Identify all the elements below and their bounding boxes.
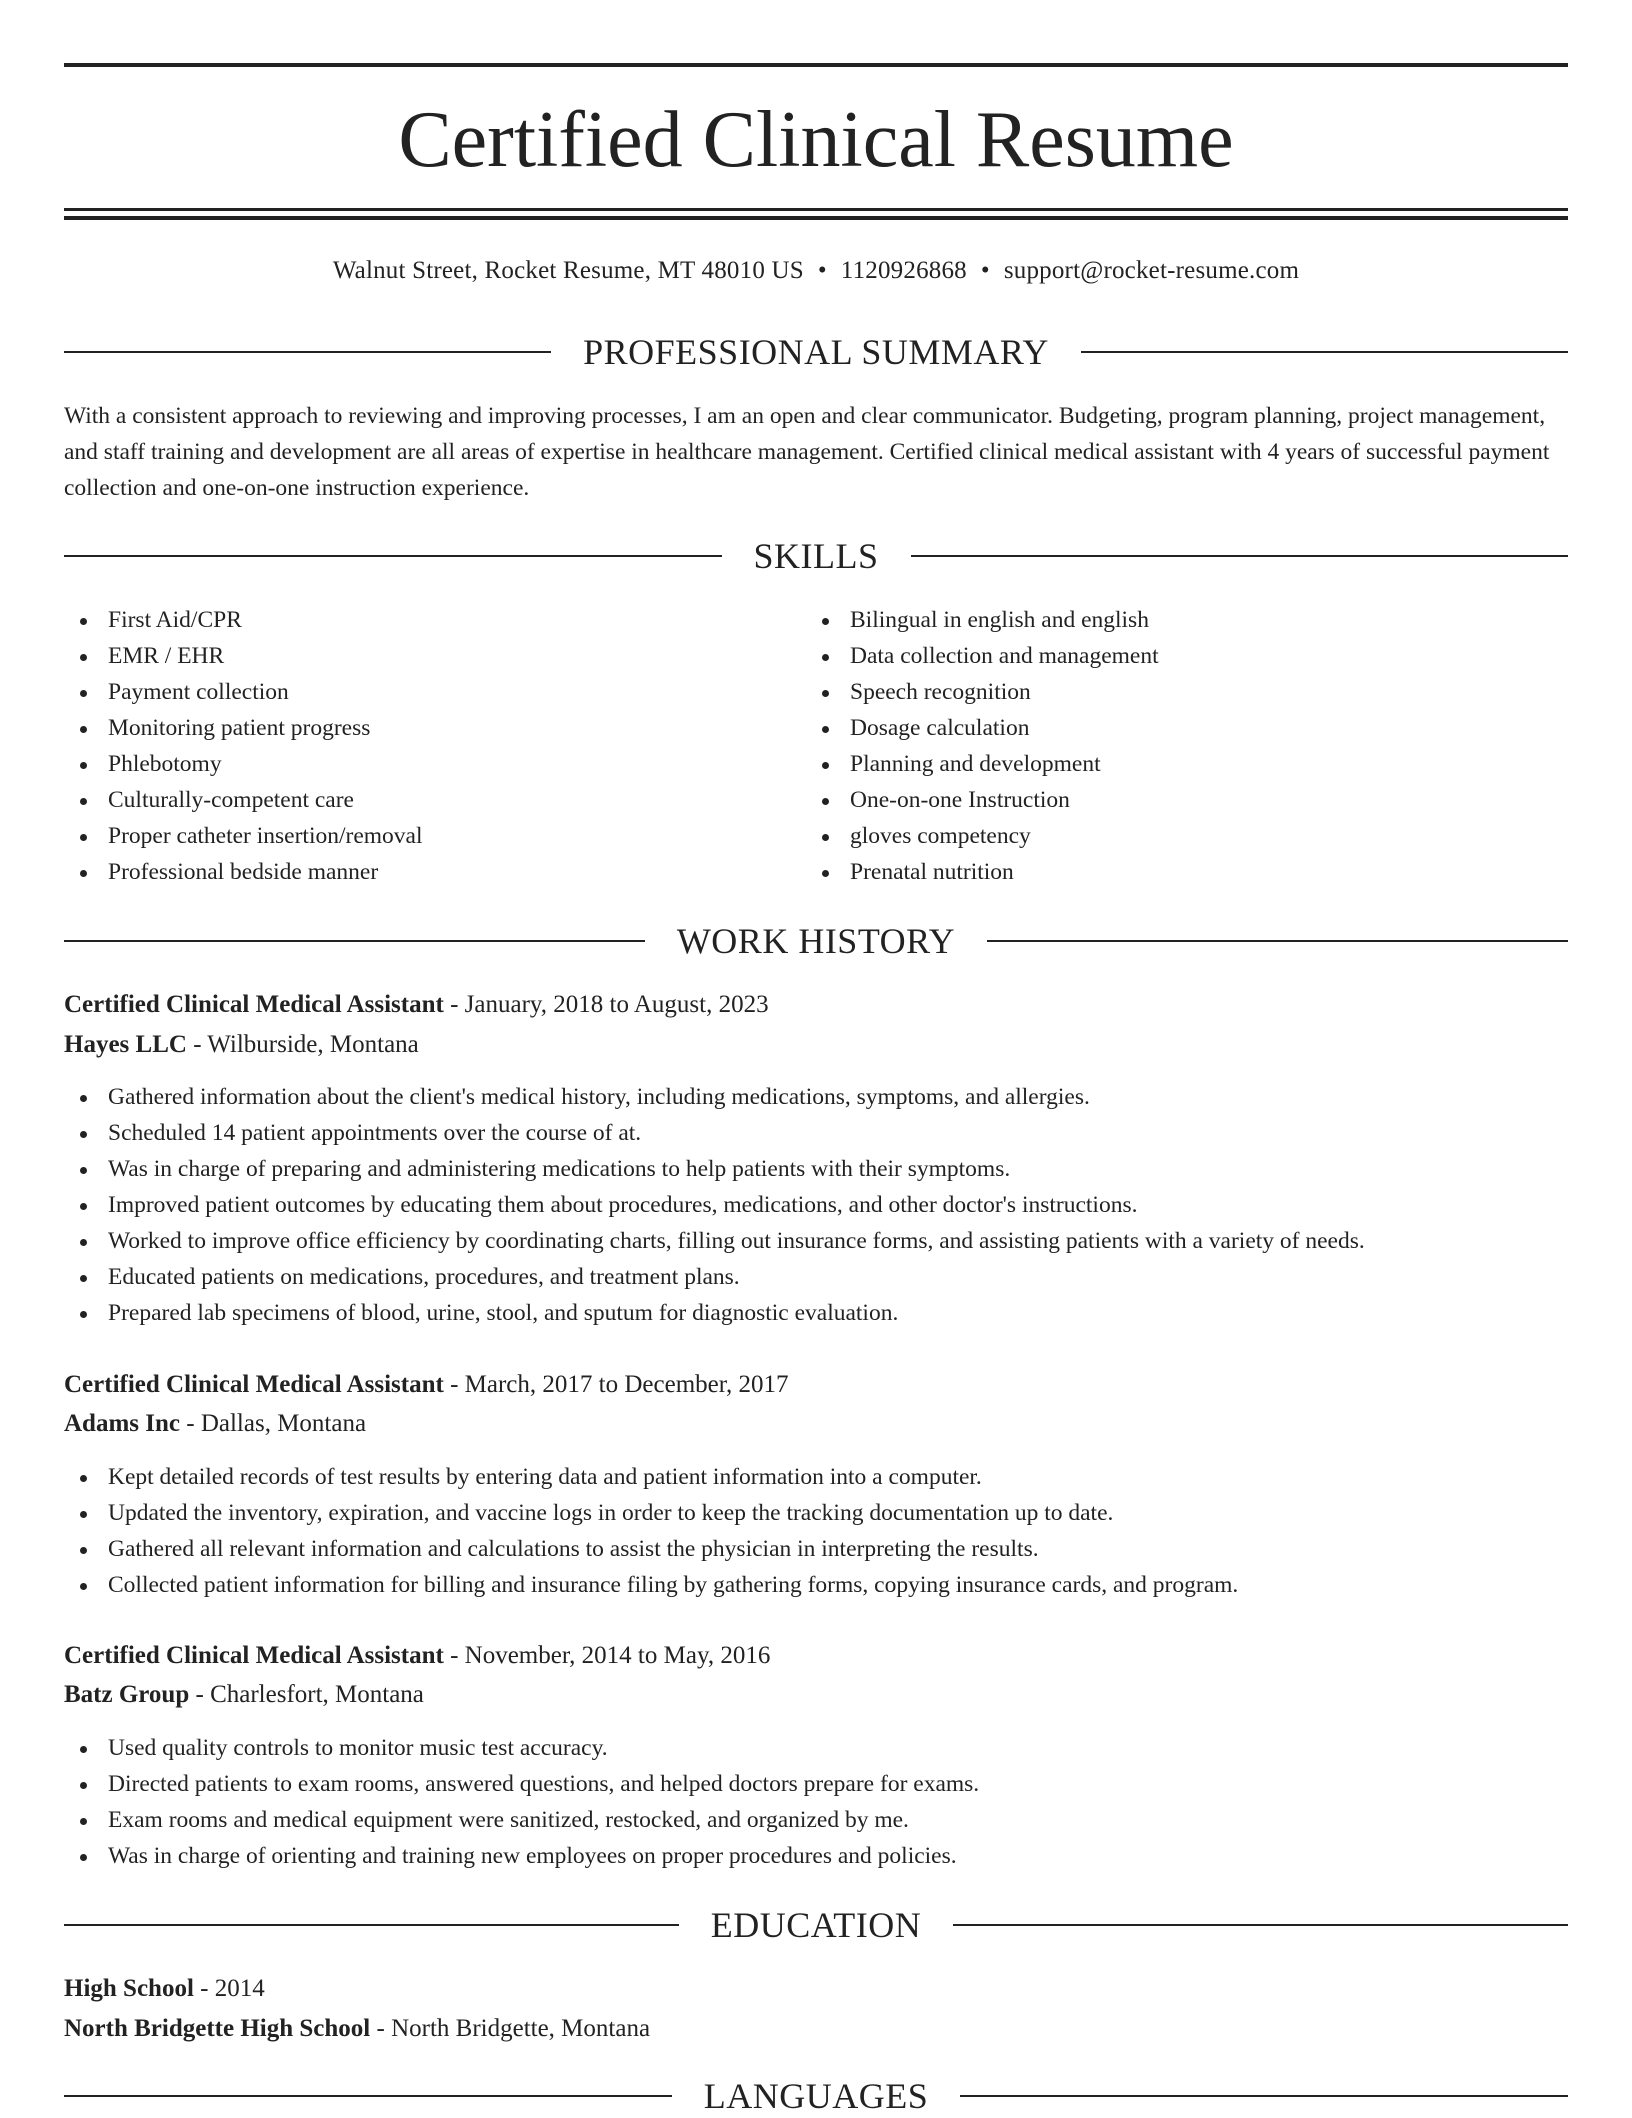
title-rule-upper bbox=[64, 208, 1568, 211]
job-location: - Dallas, Montana bbox=[180, 1410, 367, 1437]
job-company: Batz Group bbox=[64, 1681, 190, 1708]
job-title: Certified Clinical Medical Assistant bbox=[64, 1642, 444, 1669]
job-duties-list bbox=[64, 1730, 979, 1874]
job-dates: - January, 2018 to August, 2023 bbox=[443, 991, 769, 1018]
skill-item: EMR / EHR bbox=[64, 638, 764, 674]
languages-heading bbox=[64, 2074, 1568, 2118]
contact-address: Walnut Street, Rocket Resume, MT 48010 US bbox=[332, 257, 804, 284]
heading-rule bbox=[953, 1924, 1568, 1926]
education-degree: High School bbox=[64, 1975, 194, 2002]
job-duties-list bbox=[64, 1079, 1365, 1331]
duty-item: Was in charge of orienting and training new employees on proper procedures and policies. bbox=[64, 1838, 979, 1874]
duty-item: Gathered all relevant information and calculations to assist the physician in interpreting the results. bbox=[64, 1531, 1238, 1567]
contact-separator: • bbox=[817, 257, 827, 284]
duty-item: Was in charge of preparing and administering medications to help patients with their symptoms. bbox=[64, 1151, 1365, 1187]
duty-item: Exam rooms and medical equipment were sanitized, restocked, and organized by me. bbox=[64, 1802, 979, 1838]
education-year: - 2014 bbox=[193, 1975, 265, 2002]
job-dates: - March, 2017 to December, 2017 bbox=[443, 1371, 789, 1398]
contact-line bbox=[64, 254, 1568, 288]
education-heading bbox=[64, 1903, 1568, 1947]
duty-item: Educated patients on medications, procedures, and treatment plans. bbox=[64, 1259, 1365, 1295]
job-company: Hayes LLC bbox=[64, 1031, 187, 1058]
education-school: North Bridgette High School bbox=[64, 2015, 371, 2042]
contact-email: support@rocket-resume.com bbox=[1003, 257, 1300, 284]
skill-item: Monitoring patient progress bbox=[64, 710, 764, 746]
heading-rule bbox=[960, 2095, 1568, 2097]
skill-item: Culturally-competent care bbox=[64, 782, 764, 818]
education-school-line bbox=[64, 2011, 650, 2047]
job-location: - Wilburside, Montana bbox=[186, 1031, 419, 1058]
job-title: Certified Clinical Medical Assistant bbox=[64, 991, 444, 1018]
duty-item: Worked to improve office efficiency by coordinating charts, filling out insurance forms, and assisting patients with a variety of needs. bbox=[64, 1223, 1365, 1259]
duty-item: Improved patient outcomes by educating them about procedures, medications, and other doctor's instructions. bbox=[64, 1187, 1365, 1223]
heading-rule bbox=[64, 555, 722, 557]
skill-item: Data collection and management bbox=[806, 638, 1506, 674]
duty-item: Prepared lab specimens of blood, urine, stool, and sputum for diagnostic evaluation. bbox=[64, 1295, 1365, 1331]
job-title: Certified Clinical Medical Assistant bbox=[64, 1371, 444, 1398]
skill-item: Dosage calculation bbox=[806, 710, 1506, 746]
job-title-line bbox=[64, 1638, 770, 1674]
duty-item: Kept detailed records of test results by entering data and patient information into a computer. bbox=[64, 1459, 1238, 1495]
section-title: EDUCATION bbox=[710, 1905, 922, 1945]
skills-heading bbox=[64, 534, 1568, 578]
work-history-heading bbox=[64, 919, 1568, 963]
job-title-line bbox=[64, 1367, 789, 1403]
skills-list-right bbox=[806, 602, 1506, 890]
skills-list-left bbox=[64, 602, 764, 890]
heading-rule bbox=[64, 940, 645, 942]
job-company-line bbox=[64, 1406, 366, 1442]
job-duties-list bbox=[64, 1459, 1238, 1603]
job-location: - Charlesfort, Montana bbox=[189, 1681, 424, 1708]
skill-item: First Aid/CPR bbox=[64, 602, 764, 638]
duty-item: Collected patient information for billing and insurance filing by gathering forms, copying insurance cards, and program. bbox=[64, 1567, 1238, 1603]
skill-item: Bilingual in english and english bbox=[806, 602, 1506, 638]
heading-rule bbox=[64, 2095, 672, 2097]
resume-title: Certified Clinical Resume bbox=[398, 96, 1234, 184]
contact-separator: • bbox=[980, 257, 990, 284]
job-company-line bbox=[64, 1027, 419, 1063]
section-title: PROFESSIONAL SUMMARY bbox=[583, 332, 1049, 372]
top-rule bbox=[64, 63, 1568, 67]
skill-item: One-on-one Instruction bbox=[806, 782, 1506, 818]
summary-heading bbox=[64, 330, 1568, 374]
section-title: SKILLS bbox=[753, 536, 879, 576]
heading-rule bbox=[987, 940, 1568, 942]
skill-item: Phlebotomy bbox=[64, 746, 764, 782]
education-location: - North Bridgette, Montana bbox=[370, 2015, 651, 2042]
duty-item: Updated the inventory, expiration, and vaccine logs in order to keep the tracking documentation up to date. bbox=[64, 1495, 1238, 1531]
skill-item: gloves competency bbox=[806, 818, 1506, 854]
heading-rule bbox=[64, 351, 551, 353]
duty-item: Gathered information about the client's medical history, including medications, symptoms, and allergies. bbox=[64, 1079, 1365, 1115]
job-dates: - November, 2014 to May, 2016 bbox=[443, 1642, 771, 1669]
heading-rule bbox=[64, 1924, 679, 1926]
section-title: WORK HISTORY bbox=[676, 921, 956, 961]
summary-text: With a consistent approach to reviewing and improving processes, I am an open and clear communicator. Budgeting, program planning, project management, and staff training and development are all areas of expertise in healthcare management. Certified clinical medical assistant with 4 years of successful payment collection and one-on-one instruction experience. bbox=[64, 403, 1550, 501]
skill-item: Payment collection bbox=[64, 674, 764, 710]
contact-phone: 1120926868 bbox=[840, 257, 967, 284]
duty-item: Directed patients to exam rooms, answered questions, and helped doctors prepare for exams. bbox=[64, 1766, 979, 1802]
title-rule-lower bbox=[64, 216, 1568, 220]
heading-rule bbox=[911, 555, 1569, 557]
education-degree-line bbox=[64, 1971, 265, 2007]
job-company: Adams Inc bbox=[64, 1410, 180, 1437]
job-title-line bbox=[64, 987, 769, 1023]
section-title: LANGUAGES bbox=[703, 2076, 929, 2116]
duty-item: Used quality controls to monitor music test accuracy. bbox=[64, 1730, 979, 1766]
skill-item: Proper catheter insertion/removal bbox=[64, 818, 764, 854]
skill-item: Speech recognition bbox=[806, 674, 1506, 710]
skill-item: Professional bedside manner bbox=[64, 854, 764, 890]
job-company-line bbox=[64, 1677, 424, 1713]
heading-rule bbox=[1081, 351, 1568, 353]
skill-item: Planning and development bbox=[806, 746, 1506, 782]
skill-item: Prenatal nutrition bbox=[806, 854, 1506, 890]
duty-item: Scheduled 14 patient appointments over the course of at. bbox=[64, 1115, 1365, 1151]
